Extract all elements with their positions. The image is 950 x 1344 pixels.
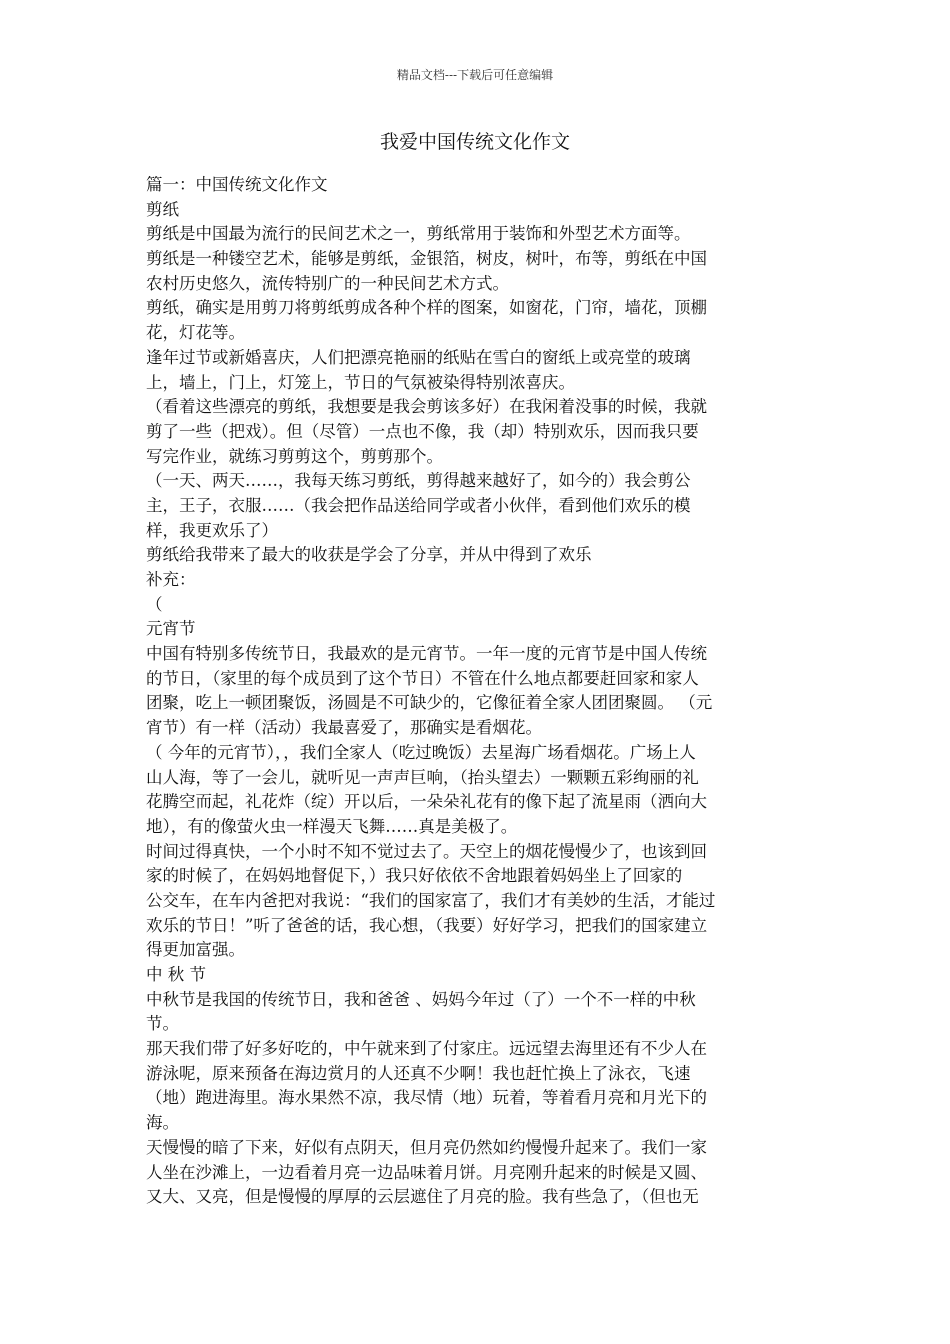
text-line: （ 今年的元宵节），，我们全家人（吃过晚饭）去星海广场看烟花。广场上人 <box>146 742 696 762</box>
text-line: 天慢慢的暗了下来，好似有点阴天，但月亮仍然如约慢慢升起来了。我们一家 <box>146 1137 707 1157</box>
text-line: 欢乐的节日！”听了爸爸的话，我心想，（我要）好好学习，把我们的国家建立 <box>146 915 708 935</box>
text-line: 逢年过节或新婚喜庆，人们把漂亮艳丽的纸贴在雪白的窗纸上或亮堂的玻璃 <box>146 347 691 367</box>
text-line: 元宵节 <box>146 619 196 639</box>
text-line <box>146 1210 806 1235</box>
text-line: 海。 <box>146 1113 179 1133</box>
text-line: 补充： <box>146 570 196 589</box>
text-line: 公交车，在车内爸把对我说：“我们的国家富了，我们才有美妙的生活，才能过 <box>146 890 716 910</box>
document-title: 我爱中国传统文化作文 <box>379 131 570 153</box>
text-line: 人坐在沙滩上，一边看着月亮一边品味着月饼。月亮刚升起来的时候是又圆、 <box>146 1162 707 1182</box>
text-line: 又大、又亮，但是慢慢的厚厚的云层遮住了月亮的脸。我有些急了，（但也无 <box>146 1187 699 1207</box>
text-line: 得更加富强。 <box>146 940 245 960</box>
text-line: 地），有的像萤火虫一样漫天飞舞……真是美极了。 <box>146 816 518 836</box>
text-line: 剪纸，确实是用剪刀将剪纸剪成各种个样的图案，如窗花，门帘，墙花，顶棚 <box>146 298 707 318</box>
text-line: 团聚，吃上一顿团聚饭，汤圆是不可缺少的，它像征着全家人团团聚圆。 （元 <box>146 693 713 713</box>
text-line: 山人海，等了一会儿，就听见一声声巨响，（抬头望去）一颗颗五彩绚丽的礼 <box>146 767 699 787</box>
text-line: （地）跑进海里。海水果然不凉，我尽情（地）玩着，等着看月亮和月光下的 <box>146 1088 707 1108</box>
text-line: 时间过得真快，一个小时不知不觉过去了。天空上的烟花慢慢少了，也该到回 <box>146 841 707 861</box>
text-line: 家的时候了，在妈妈地督促下，）我只好依依不舍地跟着妈妈坐上了回家的 <box>146 866 683 886</box>
page-header: 精品文档---下载后可任意编辑 <box>396 68 554 82</box>
text-line: 中 秋 节 <box>146 965 206 984</box>
text-line: 中秋节是我国的传统节日，我和爸爸 、妈妈今年过（了）一个不一样的中秋 <box>146 989 696 1009</box>
text-line: 样，我更欢乐了） <box>146 520 278 540</box>
text-line: （看着这些漂亮的剪纸，我想要是我会剪该多好）在我闲着没事的时候，我就 <box>146 397 707 417</box>
text-line: 上，墙上，门上，灯笼上，节日的气氛被染得特别浓喜庆。 <box>146 372 575 392</box>
text-line: （ <box>146 594 163 614</box>
text-line: 那天我们带了好多好吃的，中午就来到了付家庄。远远望去海里还有不少人在 <box>146 1039 707 1059</box>
text-line: 花，灯花等。 <box>146 323 245 343</box>
text-line: 主，王子，衣服……（我会把作品送给同学或者小伙伴，看到他们欢乐的模 <box>146 495 691 515</box>
text-line: 农村历史悠久，流传特别广的一种民间艺术方式。 <box>146 273 509 293</box>
text-line: 写完作业，就练习剪剪这个，剪剪那个。 <box>146 446 443 466</box>
text-line: 剪纸是中国最为流行的民间艺术之一，剪纸常用于装饰和外型艺术方面等。 <box>146 224 691 244</box>
text-line: 花腾空而起，礼花炸（绽）开以后，一朵朵礼花有的像下起了流星雨（洒向大 <box>146 792 707 812</box>
text-line: 剪了一些（把戏）。但（尽管）一点也不像，我（却）特别欢乐，因而我只要 <box>146 421 699 441</box>
document-body <box>146 173 806 1235</box>
text-line: 剪纸给我带来了最大的收获是学会了分享，并从中得到了欢乐 <box>146 545 592 565</box>
text-line: 中国有特别多传统节日，我最欢的是元宵节。一年一度的元宵节是中国人传统 <box>146 644 707 664</box>
text-line: （一天、两天……，我每天练习剪纸，剪得越来越好了，如今的）我会剪公 <box>146 471 691 491</box>
text-line: 节。 <box>146 1014 179 1034</box>
text-line: 剪纸 <box>146 199 179 219</box>
text-line: 宵节）有一样（活动）我最喜爱了，那确实是看烟花。 <box>146 718 542 738</box>
text-line: 剪纸是一种镂空艺术，能够是剪纸，金银箔，树皮，树叶，布等，剪纸在中国 <box>146 249 707 269</box>
text-line: 篇一：中国传统文化作文 <box>146 175 328 194</box>
text-line: 的节日，（家里的每个成员到了这个节日）不管在什么地点都要赶回家和家人 <box>146 668 699 688</box>
text-line: 游泳呢，原来预备在海边赏月的人还真不少啊！我也赶忙换上了泳衣，飞速 <box>146 1063 691 1083</box>
